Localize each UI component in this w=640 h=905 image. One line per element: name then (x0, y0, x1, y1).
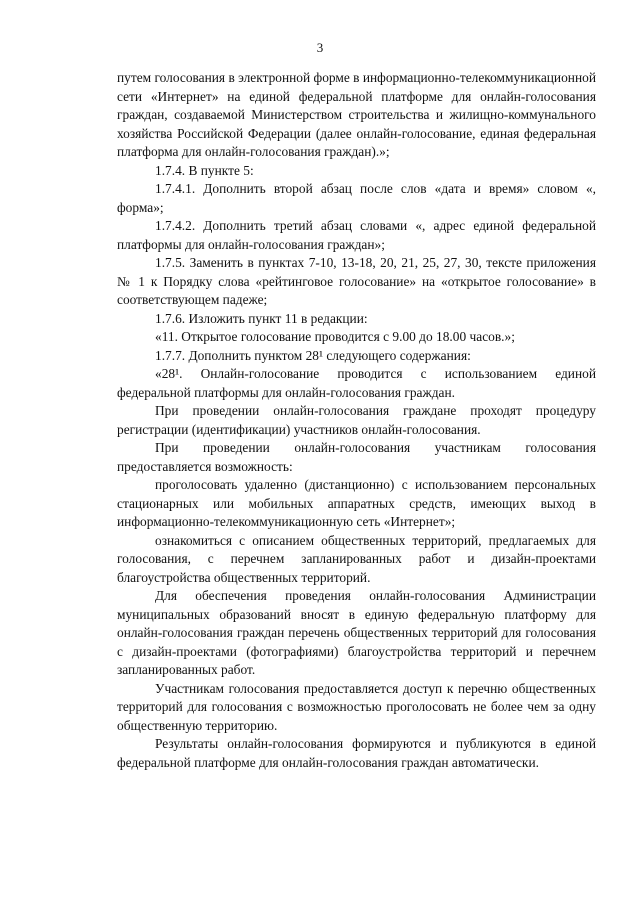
paragraph-administration-upload: Для обеспечения проведения онлайн-голосования Администрации муниципальных образований вносят в единую федеральную платформу для онлайн-голосования граждан перечень общественных территорий для голосования с дизайн-проектами (фотографиями) благоустройства территорий и перечнем запланированных работ. (117, 588, 596, 677)
paragraph-results: Результаты онлайн-голосования формируются и публикуются в единой федеральной платформе для онлайн-голосования граждан автоматически. (117, 736, 596, 770)
paragraph-quote-item-11: «11. Открытое голосование проводится с 9.00 до 18.00 часов.»; (155, 329, 515, 344)
paragraph-remote-voting: проголосовать удаленно (дистанционно) с использованием персональных стационарных или мобильных аппаратных средств, имеющих выход в информационно-телекоммуникационную сеть «Интернет»; (117, 477, 596, 529)
page-number: 3 (316, 40, 324, 55)
paragraph-item-1-7-4-1: 1.7.4.1. Дополнить второй абзац после слов «дата и время» словом «, форма»; (117, 181, 596, 215)
paragraph-item-1-7-7: 1.7.7. Дополнить пунктом 28¹ следующего содержания: (155, 347, 471, 363)
paragraph-territory-description: ознакомиться с описанием общественных территорий, предлагаемых для голосования, с перечнем запланированных работ и дизайн-проектами благоустройства общественных территорий. (117, 532, 596, 585)
paragraph-continuation: путем голосования в электронной форме в информационно-телекоммуникационной сети «Интернет» на единой федеральной платформе для онлайн-голосования граждан, создаваемой Министерством строительства и жилищно-коммунального хозяйства Российской Федерации (далее онлайн-голосование, единая федеральная платформа для онлайн-голосования граждан).»; (117, 70, 596, 159)
paragraph-participant-options: При проведении онлайн-голосования участникам голосования предоставляется возможность: (117, 440, 596, 474)
paragraph-quote-item-28-1: «28¹. Онлайн-голосование проводится с использованием единой федеральной платформы для онлайн-голосования граждан. (117, 366, 596, 400)
paragraph-item-1-7-5: 1.7.5. Заменить в пунктах 7-10, 13-18, 20, 21, 25, 27, 30, тексте приложения № 1 к Порядку слова «рейтинговое голосование» на «открытое голосование» в соответствующем падеже; (117, 255, 596, 307)
paragraph-item-1-7-4-2: 1.7.4.2. Дополнить третий абзац словами «, адрес единой федеральной платформы для онлайн-голосования граждан»; (117, 218, 596, 252)
paragraph-registration: При проведении онлайн-голосования граждане проходят процедуру регистрации (идентификации) участников онлайн-голосования. (117, 403, 596, 437)
paragraph-item-1-7-4: 1.7.4. В пункте 5: (155, 162, 254, 178)
paragraph-item-1-7-6: 1.7.6. Изложить пункт 11 в редакции: (155, 310, 368, 326)
document-body (117, 69, 596, 772)
paragraph-access-list: Участникам голосования предоставляется доступ к перечню общественных территорий для голосования с возможностью проголосовать не более чем за одну общественную территорию. (117, 680, 596, 733)
